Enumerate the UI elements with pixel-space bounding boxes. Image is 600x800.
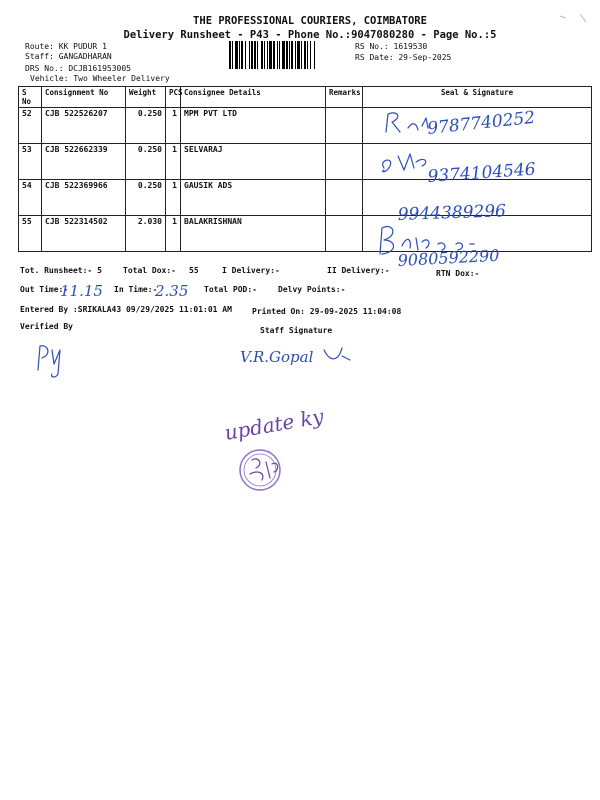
update-note-handwritten: update ky — [222, 403, 326, 445]
cell-sno: 55 — [19, 216, 42, 252]
scan-mark — [556, 8, 596, 26]
cell-sno: 53 — [19, 144, 42, 180]
rs-date: RS Date: 29-Sep-2025 — [355, 53, 452, 62]
cell-consignment: CJB 522369966 — [42, 180, 126, 216]
total-dox-value: 55 — [189, 266, 199, 275]
cell-consignee: GAUSIK ADS — [181, 180, 326, 216]
out-time-label: Out Time:- — [20, 285, 69, 294]
cell-consignee: BALAKRISHNAN — [181, 216, 326, 252]
cell-pcs: 1 — [166, 216, 181, 252]
barcode-image — [229, 41, 351, 69]
col-remarks: Remarks — [326, 87, 363, 108]
handwritten-delivery-signatures — [370, 104, 590, 274]
staff-signature-handwritten — [238, 340, 368, 370]
total-dox-label: Total Dox:- — [123, 266, 176, 275]
verified-signature — [30, 340, 90, 380]
verified-by-label: Verified By — [20, 322, 73, 331]
col-weight: Weight — [126, 87, 166, 108]
out-time-handwritten: 11.15 — [60, 282, 103, 300]
drs-number: DRS No.: DCJB161953005 — [25, 64, 131, 73]
printed-on: Printed On: 29-09-2025 11:04:08 — [252, 307, 402, 316]
row1-phone-handwritten: 9787740252 — [426, 107, 537, 139]
row4-phone-handwritten: 9080592290 — [397, 245, 500, 270]
cell-remarks — [326, 144, 363, 180]
cell-consignment: CJB 522526207 — [42, 108, 126, 144]
col-sno: S No — [19, 87, 42, 108]
i-delivery-label: I Delivery:- — [222, 266, 280, 275]
route-label: Route: KK PUDUR 1 — [25, 42, 107, 51]
cell-weight: 2.030 — [126, 216, 166, 252]
cell-consignee: MPM PVT LTD — [181, 108, 326, 144]
delvy-points-label: Delvy Points:- — [278, 285, 346, 294]
col-consignee: Consignee Details — [181, 87, 326, 108]
total-pod-label: Total POD:- — [204, 285, 257, 294]
cell-weight: 0.250 — [126, 144, 166, 180]
cell-pcs: 1 — [166, 144, 181, 180]
col-consignment: Consignment No — [42, 87, 126, 108]
row2-phone-handwritten: 9374104546 — [426, 159, 537, 187]
ii-delivery-label: II Delivery:- — [327, 266, 390, 275]
tot-runsheet: Tot. Runsheet:- 5 — [20, 266, 102, 275]
rs-number: RS No.: 1619530 — [355, 42, 428, 51]
runsheet-subtitle: Delivery Runsheet - P43 - Phone No.:9047080280 - Page No.:5 — [123, 29, 497, 41]
staff-label: Staff: GANGADHARAN — [25, 52, 112, 61]
in-time-label: In Time:- — [114, 285, 158, 294]
vehicle-label: Vehicle: Two Wheeler Delivery — [30, 74, 170, 83]
staff-signature-label: Staff Signature — [260, 326, 333, 335]
cell-sno: 54 — [19, 180, 42, 216]
cell-consignment: CJB 522662339 — [42, 144, 126, 180]
cell-weight: 0.250 — [126, 108, 166, 144]
handwritten-times — [60, 276, 210, 304]
cell-sno: 52 — [19, 108, 42, 144]
rtn-dox-label: RTN Dox:- — [436, 269, 480, 278]
staff-signature-text: V.R.Gopal — [240, 348, 314, 366]
stamp-circle — [240, 450, 280, 490]
entered-by: Entered By :SRIKALA43 09/29/2025 11:01:01 AM — [20, 305, 232, 314]
cell-remarks — [326, 216, 363, 252]
company-title: THE PROFESSIONAL COURIERS, COIMBATORE — [193, 15, 427, 27]
col-seal-signature: Seal & Signature — [363, 87, 592, 108]
cell-consignment: CJB 522314502 — [42, 216, 126, 252]
cell-weight: 0.250 — [126, 180, 166, 216]
cell-pcs: 1 — [166, 108, 181, 144]
row3-phone-handwritten: 9944389296 — [397, 201, 507, 225]
cell-remarks — [326, 108, 363, 144]
in-time-handwritten: 2.35 — [155, 282, 189, 300]
cell-pcs: 1 — [166, 180, 181, 216]
cell-remarks — [326, 180, 363, 216]
cell-consignee: SELVARAJ — [181, 144, 326, 180]
update-note-and-stamp — [222, 403, 362, 508]
col-pcs: PCS — [166, 87, 181, 108]
